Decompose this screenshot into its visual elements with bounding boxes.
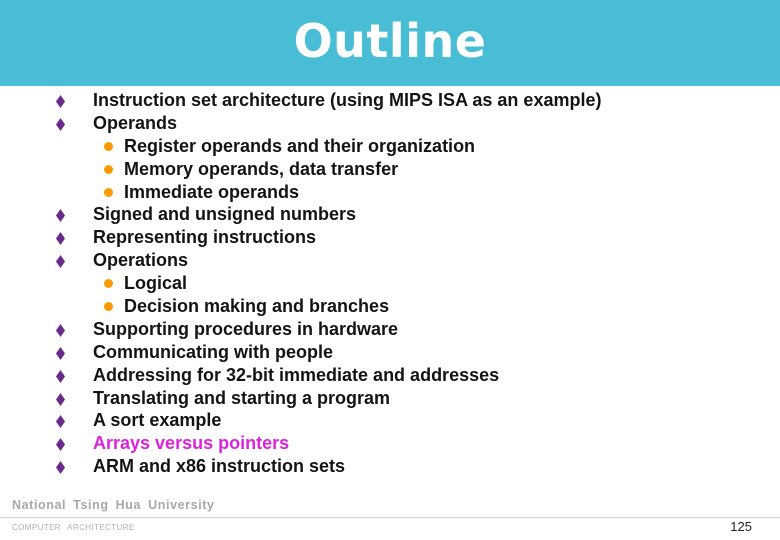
diamond-bullet-icon — [56, 438, 65, 451]
outline-item-text: Memory operands, data transfer — [124, 158, 399, 179]
outline-item — [0, 455, 780, 478]
outline-item-text: Operands — [93, 112, 178, 133]
diamond-bullet-icon — [56, 461, 65, 474]
outline-item — [0, 89, 780, 112]
diamond-bullet-icon — [56, 255, 65, 268]
outline-subitem — [0, 272, 780, 295]
outline-item — [0, 226, 780, 249]
outline-item-text: Immediate operands — [124, 181, 300, 202]
diamond-bullet-icon — [56, 393, 65, 406]
diamond-bullet-icon — [56, 370, 65, 383]
slide-title: Outline — [293, 14, 487, 68]
outline-item — [0, 203, 780, 226]
outline-item-text: Operations — [93, 250, 189, 271]
dot-bullet-icon — [104, 279, 113, 288]
outline-subitem — [0, 295, 780, 318]
outline-item-text: Supporting procedures in hardware — [93, 318, 399, 339]
page-number: 125 — [730, 519, 752, 534]
outline-item — [0, 432, 780, 455]
dot-bullet-icon — [104, 188, 113, 197]
outline-item — [0, 387, 780, 410]
diamond-bullet-icon — [56, 209, 65, 222]
outline-item-text: A sort example — [93, 410, 222, 431]
outline-subitem — [0, 135, 780, 158]
footer-course: COMPUTER ARCHITECTURE — [12, 523, 135, 532]
outline-item — [0, 341, 780, 364]
dot-bullet-icon — [104, 302, 113, 311]
diamond-bullet-icon — [56, 95, 65, 108]
outline-item — [0, 364, 780, 387]
outline-list — [0, 89, 780, 478]
outline-item-text: Translating and starting a program — [93, 387, 391, 408]
outline-item-text: Instruction set architecture (using MIPS ISA as an example) — [93, 90, 602, 110]
outline-item — [0, 318, 780, 341]
diamond-bullet-icon — [56, 347, 65, 360]
outline-item-text: Arrays versus pointers — [93, 433, 290, 454]
outline-item-text: Logical — [124, 273, 188, 294]
outline-subitem — [0, 158, 780, 181]
diamond-bullet-icon — [56, 118, 65, 131]
diamond-bullet-icon — [56, 415, 65, 428]
outline-item-text: Addressing for 32-bit immediate and addresses — [93, 364, 500, 385]
outline-item-text: Decision making and branches — [124, 296, 390, 317]
outline-subitem — [0, 181, 780, 204]
outline-item-text: ARM and x86 instruction sets — [93, 456, 346, 477]
outline-item — [0, 249, 780, 272]
outline-item-text: Communicating with people — [93, 341, 334, 362]
outline-item — [0, 112, 780, 135]
title-bar — [0, 0, 780, 86]
diamond-bullet-icon — [56, 324, 65, 337]
dot-bullet-icon — [104, 165, 113, 174]
dot-bullet-icon — [104, 142, 113, 151]
footer-university: National Tsing Hua University — [12, 498, 215, 512]
outline-item — [0, 409, 780, 432]
footer-divider — [0, 517, 780, 518]
outline-item-text: Register operands and their organization — [124, 135, 476, 156]
outline-item-text: Signed and unsigned numbers — [93, 204, 357, 225]
outline-item-text: Representing instructions — [93, 227, 317, 248]
diamond-bullet-icon — [56, 232, 65, 245]
